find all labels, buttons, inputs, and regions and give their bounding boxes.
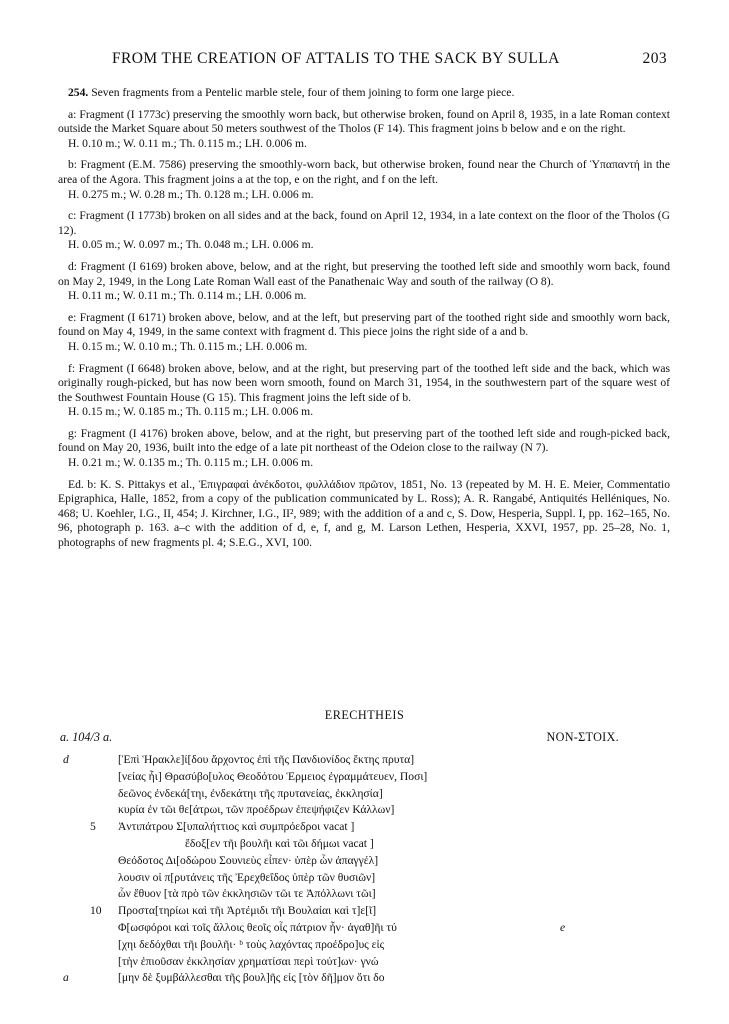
inscription-date: a. 104/3 a.: [60, 730, 113, 744]
inscription-line-text: κυρία ἐν τῶι θε[άτρωι, τῶν προέδρων ἐπεψήφιζεν Κάλλων]: [118, 803, 395, 817]
inscription-line: [0, 954, 729, 971]
editions-paragraph: Ed. b: K. S. Pittakys et al., Ἐπιγραφαὶ ἀνέκδοτοι, φυλλάδιον πρῶτον, 1851, No. 13 (repeated by M. H. E. Meier, Commentatio Epigraphica, Halle, 1852, from a copy of the publication communicated by L. Ross); A. R. Rangabé, Antiquités Helléniques, No. 468; U. Koehler, I.G., II, 454; J. Kirchner, I.G., II², 989; with the addition of a and c, S. Dow, Hesperia, Suppl. I, pp. 162–165, No. 96, photograph p. 163. a–c with the addition of d, e, f, and g, M. Larson Lethen, Hesperia, XXVI, 1957, pp. 25–28, No. 1, photographs of new fragments pl. 4; S.E.G., XVI, 100.: [58, 477, 670, 550]
page-number: 203: [642, 50, 667, 67]
fragment-e-dimensions: H. 0.15 m.; W. 0.10 m.; Th. 0.115 m.; LH. 0.006 m.: [68, 339, 308, 353]
inscription-line-text: [χηι δεδόχθαι τῆι βουλῆι· ᵇ τοὺς λαχόντας προέδρο]υς εἰς: [118, 937, 385, 951]
side-fragment-marker: e: [560, 920, 566, 934]
inscription-line: [0, 769, 729, 786]
inscription-line-text: Φ[ωσφόροι καὶ τοῖς ἄλλοις θεοῖς οἷς πάτριον ἦν· ἀγαθ]ῆι τύ: [118, 920, 397, 934]
fragment-b-dimensions: H. 0.275 m.; W. 0.28 m.; Th. 0.128 m.; LH. 0.006 m.: [68, 187, 314, 201]
fragment-a-dimensions: H. 0.10 m.; W. 0.11 m.; Th. 0.115 m.; LH. 0.006 m.: [68, 136, 307, 150]
fragment-marker: a: [63, 971, 69, 985]
fragment-d-dimensions: H. 0.11 m.; W. 0.11 m.; Th. 0.114 m.; LH. 0.006 m.: [68, 289, 307, 303]
fragment-g-description: g: Fragment (I 4176) broken above, below, and at the right, but preserving part of the toothed left side and rough-picked back, found on May 20, 1936, built into the edge of a late pit northeast of the Odeion close to the railway (N 7).: [58, 426, 670, 455]
inscription-line-text: [Ἐπὶ Ἡρακλε]ί[δου ἄρχοντος ἐπὶ τῆς Πανδιονίδος ἕκτης πρυτα]: [118, 753, 415, 766]
inscription-line: [0, 886, 729, 903]
fragment-marker: d: [63, 753, 69, 766]
inscription-line-text: λουσιν οἱ π[ρυτάνεις τῆς Ἐρεχθεΐδος ὑπὲρ τῶν θυσιῶν]: [118, 870, 376, 884]
inscription-text: [0, 752, 729, 987]
inscription-line: [0, 819, 729, 836]
fragment-c-dimensions: H. 0.05 m.; W. 0.097 m.; Th. 0.048 m.; LH. 0.006 m.: [68, 238, 314, 252]
inscription-line: [0, 853, 729, 870]
entry-description: Seven fragments from a Pentelic marble stele, four of them joining to form one large piece.: [91, 86, 515, 99]
line-number: 5: [90, 820, 96, 834]
fragment-f-description: f: Fragment (I 6648) broken above, below, and at the right, but preserving part of the toothed left side and the back, which was originally rough-picked, but has now been worn smooth, found on March 31, 1954, in the southwestern part of the square west of the Southwest Fountain House (G 15). This fragment joins the left side of b.: [58, 361, 670, 404]
inscription-line: [0, 786, 729, 803]
inscription-line: [0, 752, 729, 769]
stoichedon-note: NON-ΣΤΟΙΧ.: [546, 730, 619, 744]
fragment-e-description: e: Fragment (I 6171) broken above, below, and at the left, but preserving part of the toothed right side and smoothly worn back, found on May 4, 1949, in the same context with fragment d. This piece joins the right side of a and b.: [58, 310, 670, 339]
catalog-entry: [58, 86, 670, 551]
inscription-line: [0, 870, 729, 887]
running-title: FROM THE CREATION OF ATTALIS TO THE SACK BY SULLA: [112, 50, 560, 67]
entry-intro: [58, 86, 670, 101]
inscription-line-text: Προστα[τηρίωι καὶ τῆι Ἀρτέμιδι τῆι Βουλαίαι καὶ τ]ε[ῖ]: [118, 904, 377, 918]
inscription-line-text: [τὴν ἐπιοῦσαν ἐκκλησίαν χρηματίσαι περὶ τούτ]ων· γνώ: [118, 954, 379, 968]
inscription-line-text: ὧν ἔθυον [τὰ πρὸ τῶν ἐκκλησιῶν τῶι τε Ἀπόλλωνι τῶι]: [118, 887, 376, 901]
inscription-line-text: [μην δὲ ξυμβάλλεσθαι τῆς βουλ]ῆς εἰς [τὸν δῆ]μον ὅτι δο: [118, 971, 385, 985]
inscription-line: [0, 802, 729, 819]
inscription-line-text: ἔδοξ[εν τῆι βουλῆι καὶ τῶι δήμωι vacat ]: [185, 836, 374, 850]
inscription-line-text: δεῶνος ἐνδεκά[τηι, ἐνδεκάτηι τῆς πρυτανείας, ἐκκλησία]: [118, 786, 383, 800]
fragment-c-description: c: Fragment (I 1773b) broken on all sides and at the back, found on April 12, 1934, in a late context on the floor of the Tholos (G 12).: [58, 209, 670, 237]
inscription-line-text: Ἀντιπάτρου Σ[υπαλήττιος καὶ συμπρόεδροι vacat ]: [118, 820, 355, 834]
section-title: ERECHTHEIS: [324, 708, 405, 722]
inscription-line-text: Θεόδοτος Δι[οδώρου Σουνιεὺς εἶπεν· ὑπὲρ ὧν ἀπαγγέλ]: [118, 853, 379, 867]
fragment-d-description: d: Fragment (I 6169) broken above, below, and at the right, but preserving the toothed left side and smoothly worn back, found on May 2, 1949, in the Long Late Roman Wall east of the Panathenaic Way and south of the railway (O 8).: [58, 259, 670, 288]
running-header: [112, 50, 667, 68]
inscription-line: [0, 836, 729, 853]
fragment-g-dimensions: H. 0.21 m.; W. 0.135 m.; Th. 0.115 m.; LH. 0.006 m.: [68, 456, 314, 470]
inscription-line-text: [νείας ἧι] Θρασύβο[υλος Θεοδότου Ἑρμειος ἐγραμμάτευεν, Ποσι]: [118, 769, 428, 783]
inscription-line: [0, 903, 729, 920]
inscription-line: [0, 920, 729, 937]
entry-number: 254.: [68, 86, 89, 99]
line-number: 10: [90, 904, 102, 918]
fragment-b-description: b: Fragment (E.M. 7586) preserving the smoothly-worn back, but otherwise broken, found near the Church of Ὑπαπαντή in the area of the Agora. This fragment joins a at the top, e on the right, and f on the left.: [58, 158, 670, 186]
fragment-a-description: a: Fragment (I 1773c) preserving the smoothly worn back, but otherwise broken, found on April 8, 1935, in a late Roman context outside the Market Square about 50 meters southwest of the Tholos (F 14). This fragment joins b below and e on the right.: [58, 107, 670, 136]
fragment-f-dimensions: H. 0.15 m.; W. 0.185 m.; Th. 0.115 m.; LH. 0.006 m.: [68, 405, 314, 419]
inscription-line: [0, 970, 729, 987]
inscription-line: [0, 937, 729, 954]
